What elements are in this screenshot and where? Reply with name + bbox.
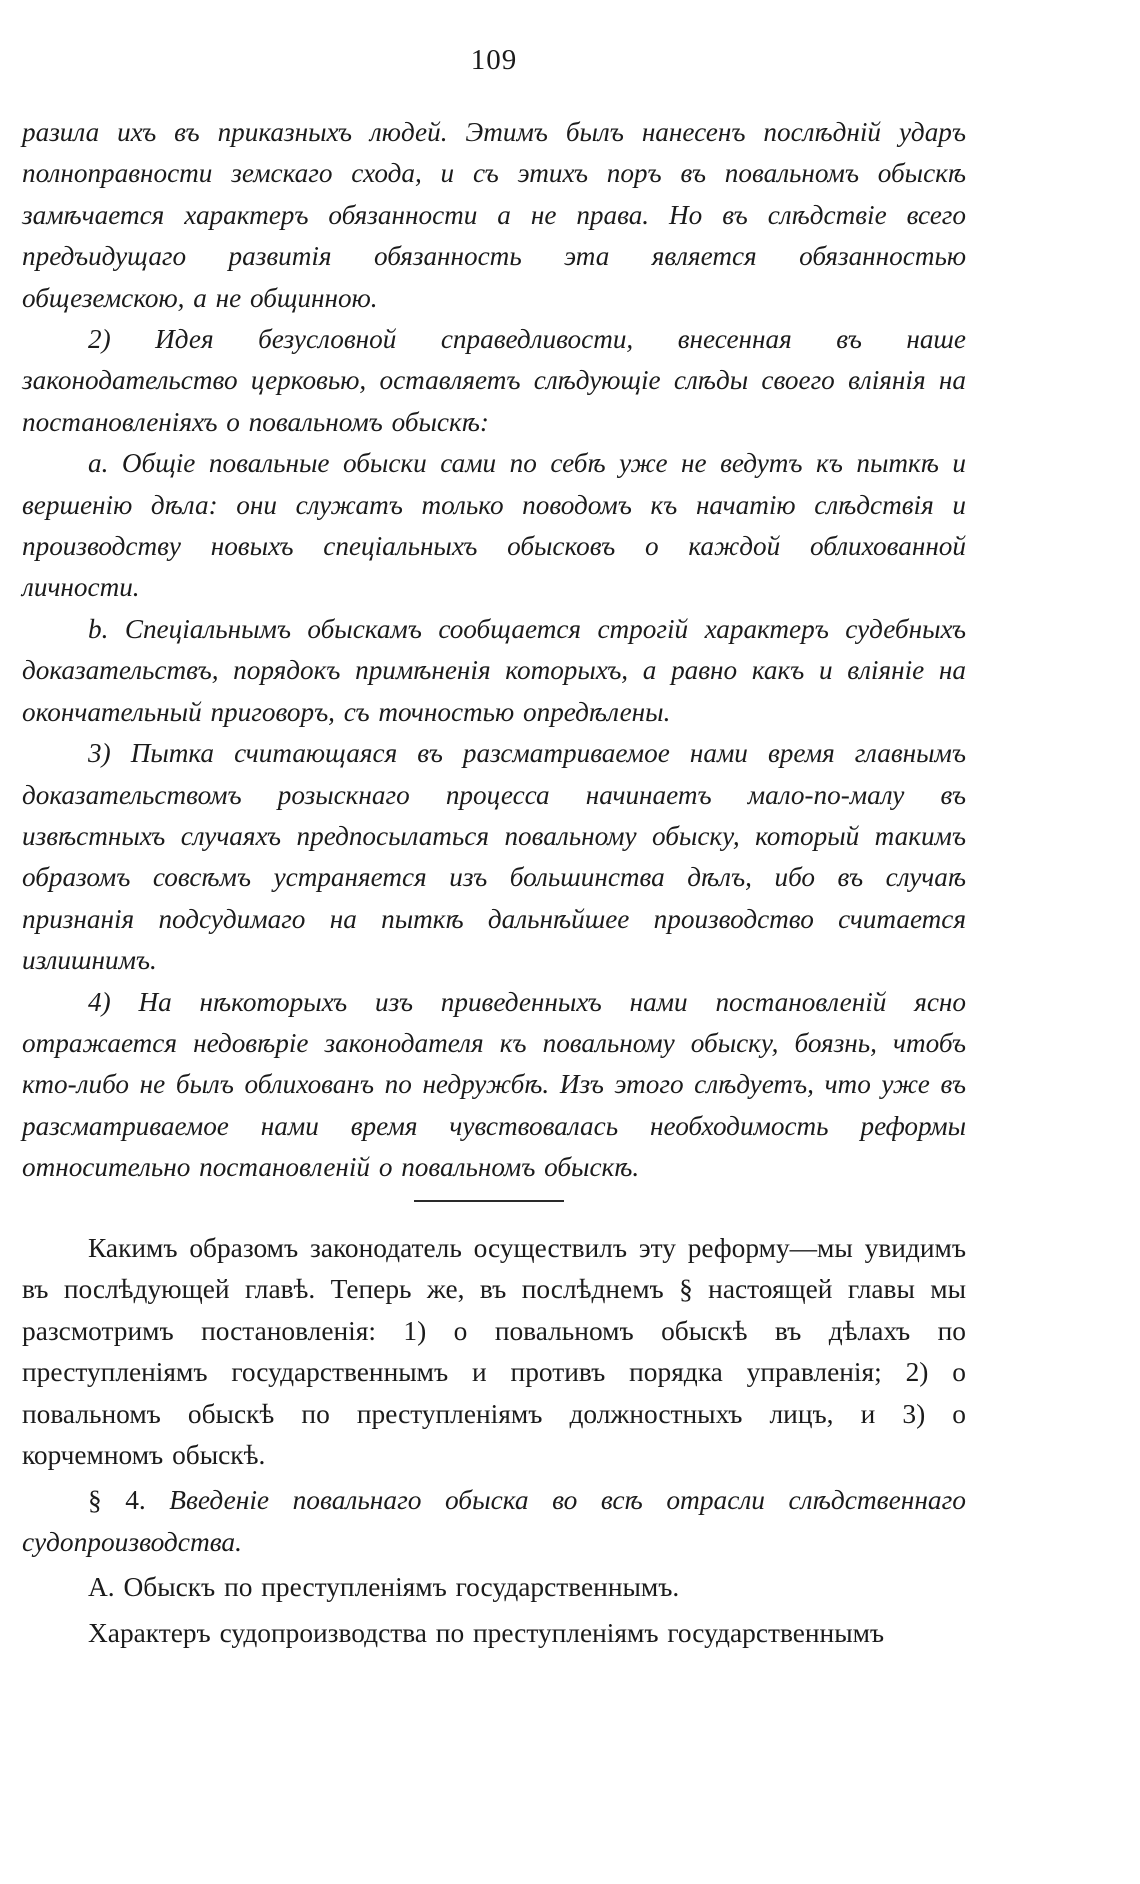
paragraph-point-4: 4) На нѣкоторыхъ изъ приведенныхъ нами постановленій ясно отражается недовѣріе законодателя къ повальному обыску, боязнь, чтобъ кто-либо не былъ облихованъ по недружбѣ. Изъ этого слѣдуетъ, что уже въ разсматриваемое нами время чувствовалась необходимость реформы относительно постановленій о повальномъ обыскѣ. (22, 986, 966, 1183)
paragraph-point-2a: a. Общіе повальные обыски сами по себѣ уже не ведутъ къ пыткѣ и вершенію дѣла: они служатъ только поводомъ къ начатію слѣдствія и производству новыхъ спеціальныхъ обысковъ о каждой облихованной личности. (22, 448, 966, 603)
paragraph-point-3: 3) Пытка считающаяся въ разсматриваемое нами время главнымъ доказательствомъ розыскнаго процесса начинаетъ мало-по-малу въ извѣстныхъ случаяхъ предпосылаться повальному обыску, который такимъ образомъ совсѣмъ устраняется изъ большинства дѣлъ, ибо въ случаѣ признанія подсудимаго на пыткѣ дальнѣйшее производство считается излишнимъ. (22, 738, 966, 976)
subsection-heading: А. Обыскъ по преступленіямъ государственнымъ. (88, 1572, 680, 1603)
paragraph-continuation: разила ихъ въ приказныхъ людей. Этимъ былъ нанесенъ послѣдній ударъ полноправности земскаго схода, и съ этихъ поръ въ повальномъ обыскѣ замѣчается характеръ обязанности а не права. Но въ слѣдствіе всего предъидущаго развитія обязанность эта является обязанностью общеземскою, а не общинною. (22, 117, 966, 313)
page-number: 109 (470, 44, 518, 76)
section-heading (22, 1480, 966, 1563)
paragraph-state-crimes: Характеръ судопроизводства по преступленіямъ государственнымъ (88, 1617, 885, 1648)
section-title: Введеніе повальнаго обыска во всѣ отрасли слѣдственнаго судопроизводства. (22, 1485, 966, 1557)
chapter-body (22, 1228, 966, 1654)
document-page (22, 0, 966, 1884)
paragraph-point-2: 2) Идея безусловной справедливости, внесенная въ наше законодательство церковью, оставляетъ слѣдующіе слѣды своего вліянія на постановленіяхъ о повальномъ обыскѣ: (22, 324, 966, 437)
section-number: § 4. (88, 1485, 146, 1516)
section-divider (414, 1200, 564, 1202)
paragraph-point-2b: b. Спеціальнымъ обыскамъ сообщается строгій характеръ судебныхъ доказательствъ, порядокъ примѣненія которыхъ, а равно какъ и вліяніе на окончательный приговоръ, съ точностью опредѣлены. (22, 613, 966, 727)
conclusions-block (22, 112, 966, 1189)
paragraph-reform: Какимъ образомъ законодатель осуществилъ эту реформу—мы увидимъ въ послѣдующей главѣ. Теперь же, въ послѣднемъ § настоящей главы мы разсмотримъ постановленія: 1) о повальномъ обыскѣ въ дѣлахъ по преступленіямъ государственнымъ и противъ порядка управленія; 2) о повальномъ обыскѣ по преступленіямъ должностныхъ лицъ, и 3) о корчемномъ обыскѣ. (22, 1233, 966, 1471)
